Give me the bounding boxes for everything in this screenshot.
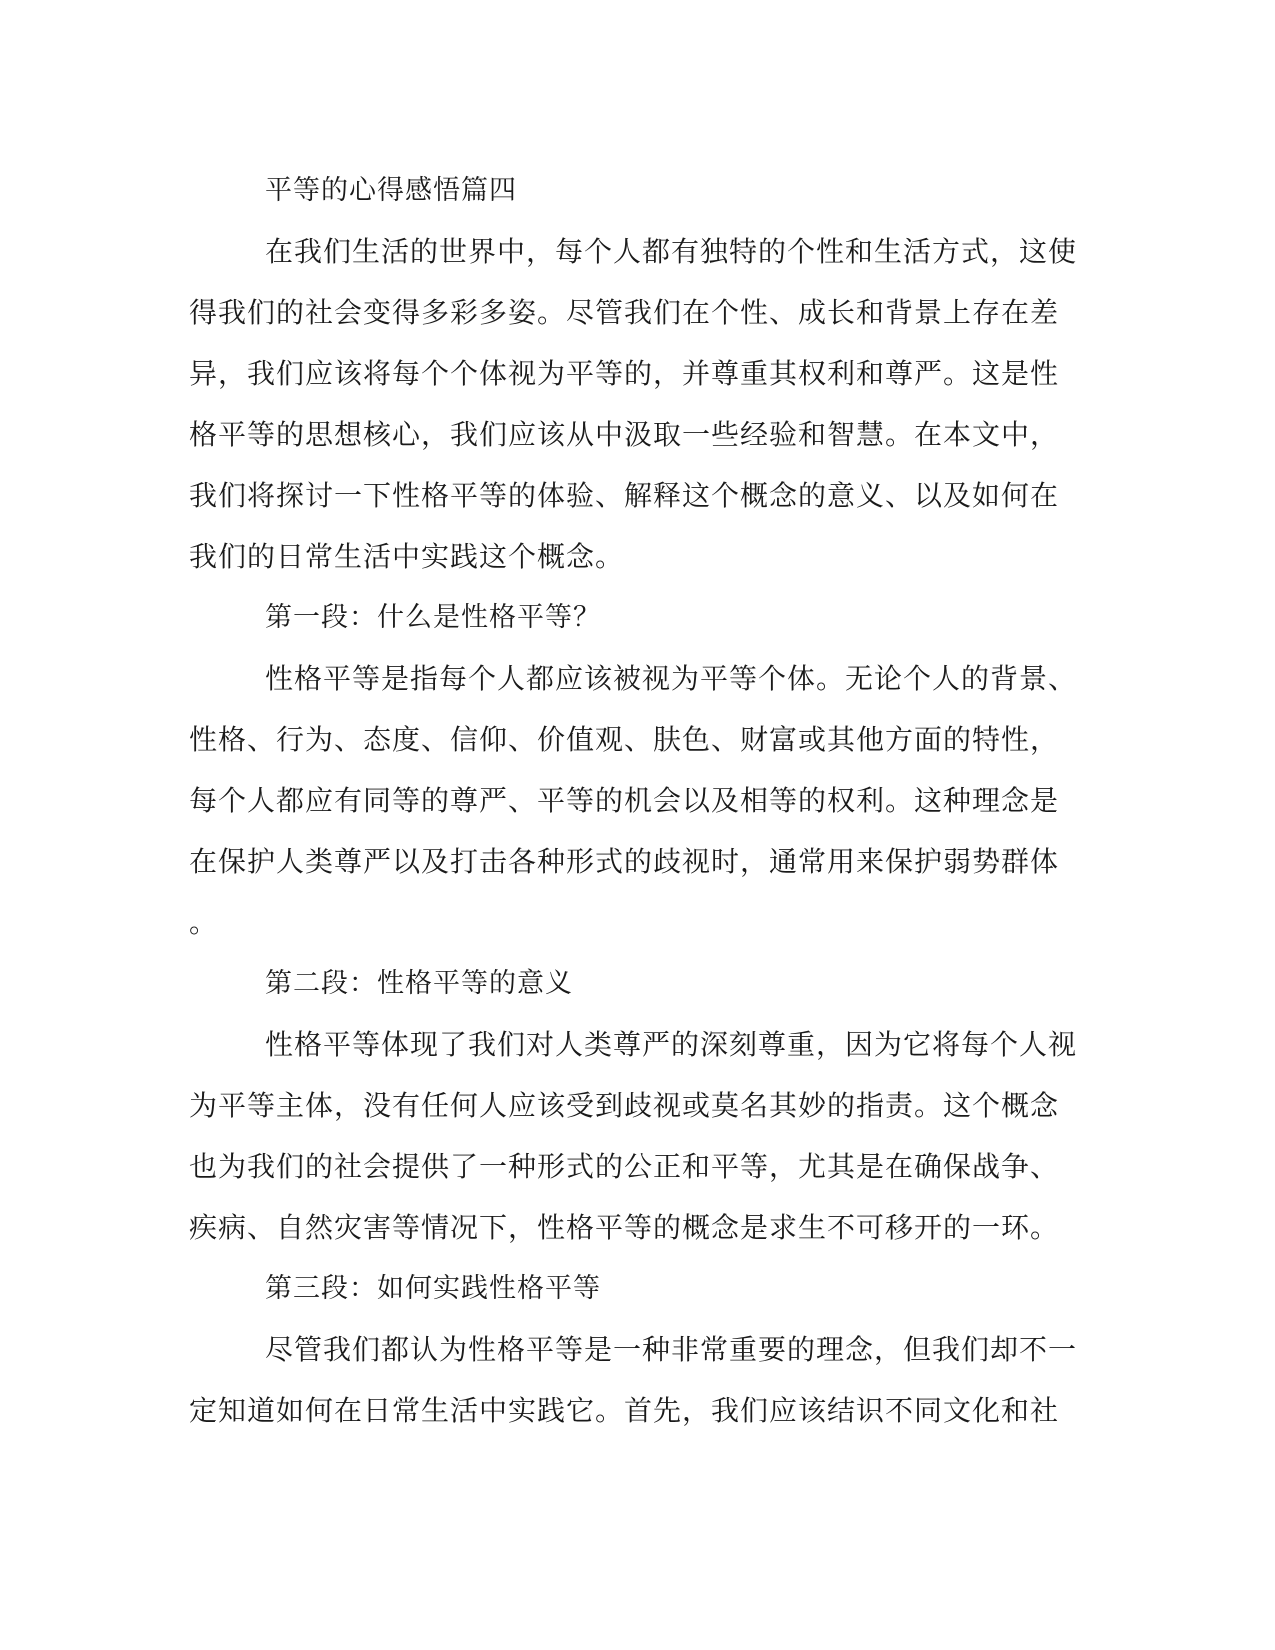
paragraph-line: 性格、行为、态度、信仰、价值观、肤色、财富或其他方面的特性，	[189, 723, 1060, 756]
paragraph-line: 尽管我们都认为性格平等是一种非常重要的理念，但我们却不一	[265, 1333, 1078, 1366]
section-heading: 第一段：什么是性格平等？	[265, 602, 601, 633]
paragraph-line: 我们将探讨一下性格平等的体验、解释这个概念的意义、以及如何在	[189, 479, 1060, 512]
paragraph-line: 异，我们应该将每个个体视为平等的，并尊重其权利和尊严。这是性	[189, 357, 1060, 390]
paragraph-line: 也为我们的社会提供了一种形式的公正和平等，尤其是在确保战争、	[189, 1150, 1060, 1183]
section-heading: 第二段：性格平等的意义	[265, 968, 573, 999]
paragraph-line: 。	[189, 906, 219, 939]
paragraph-line: 为平等主体，没有任何人应该受到歧视或莫名其妙的指责。这个概念	[189, 1089, 1060, 1122]
paragraph-line: 格平等的思想核心，我们应该从中汲取一些经验和智慧。在本文中，	[189, 418, 1060, 451]
paragraph-line: 每个人都应有同等的尊严、平等的机会以及相等的权利。这种理念是	[189, 784, 1060, 817]
paragraph-line: 性格平等体现了我们对人类尊严的深刻尊重，因为它将每个人视	[265, 1028, 1078, 1061]
paragraph-line: 我们的日常生活中实践这个概念。	[189, 540, 625, 573]
paragraph-line: 性格平等是指每个人都应该被视为平等个体。无论个人的背景、	[265, 662, 1078, 695]
document-body	[189, 160, 1079, 1441]
paragraph-line: 疾病、自然灾害等情况下，性格平等的概念是求生不可移开的一环。	[189, 1211, 1060, 1244]
paragraph-line: 在保护人类尊严以及打击各种形式的歧视时，通常用来保护弱势群体	[189, 845, 1060, 878]
document-title: 平等的心得感悟篇四	[265, 175, 517, 206]
paragraph-line: 得我们的社会变得多彩多姿。尽管我们在个性、成长和背景上存在差	[189, 296, 1060, 329]
paragraph-line: 在我们生活的世界中，每个人都有独特的个性和生活方式，这使	[265, 235, 1078, 268]
section-heading: 第三段：如何实践性格平等	[265, 1273, 601, 1304]
paragraph-line: 定知道如何在日常生活中实践它。首先，我们应该结识不同文化和社	[189, 1394, 1060, 1427]
